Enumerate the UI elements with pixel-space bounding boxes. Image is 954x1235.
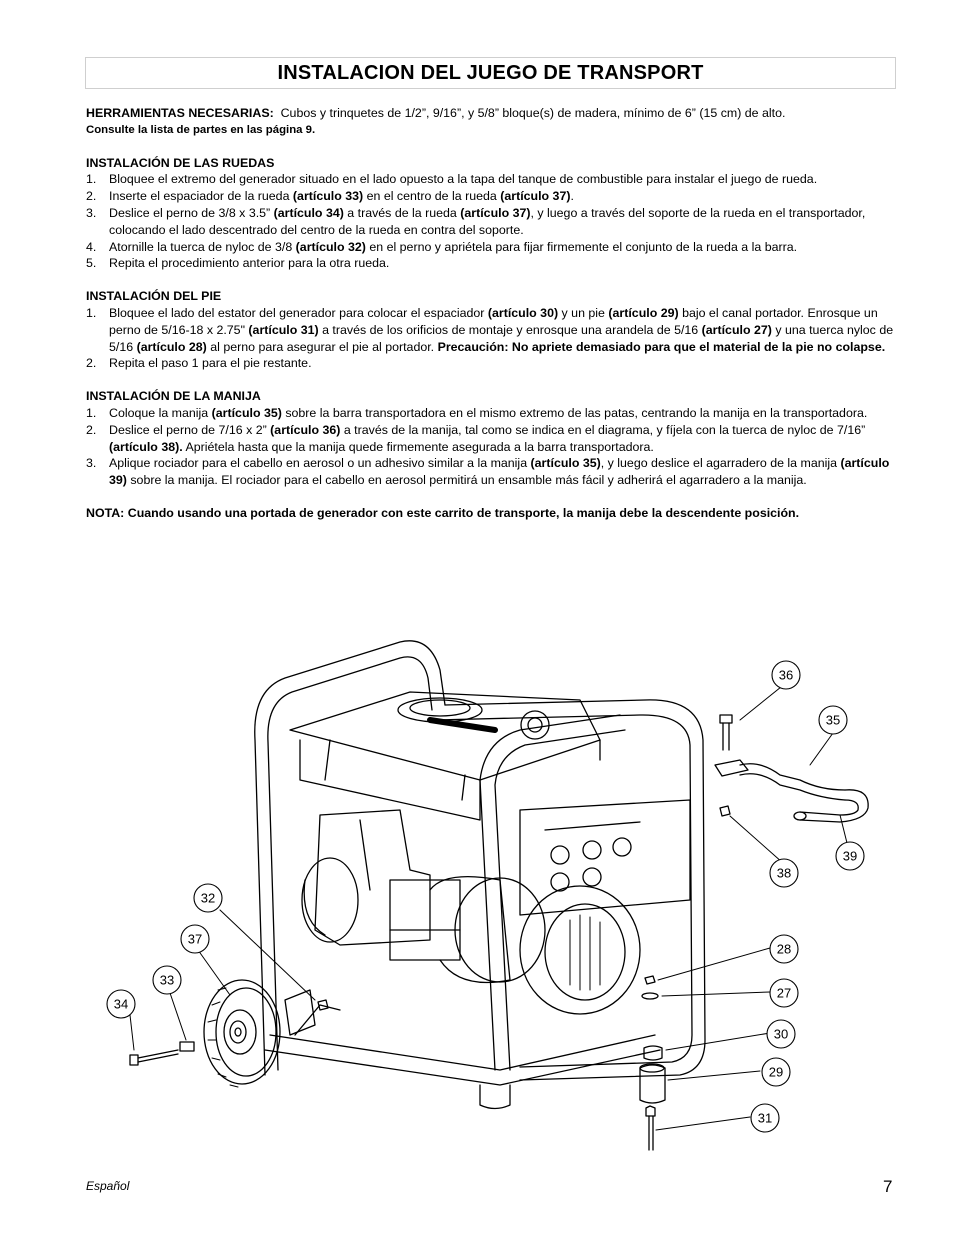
part-ref: (artículo 29) bbox=[608, 305, 679, 320]
page-title: INSTALACION DEL JUEGO DE TRANSPORT bbox=[277, 61, 704, 84]
part-ref: (artículo 31) bbox=[248, 322, 319, 337]
part-ref: (artículo 37) bbox=[500, 189, 571, 204]
step-number: 5. bbox=[86, 256, 97, 271]
part-ref: (artículo 36) bbox=[270, 422, 341, 437]
step-text: Atornille la tuerca de nyloc de 3/8 bbox=[109, 239, 296, 254]
svg-text:36: 36 bbox=[778, 667, 794, 683]
instructions bbox=[86, 105, 901, 522]
part-ref: (artículo 39) bbox=[109, 456, 890, 488]
step-text: y un pie bbox=[558, 305, 609, 320]
step-text: Deslice el perno de 7/16 x 2” bbox=[109, 422, 271, 437]
svg-text:30: 30 bbox=[773, 1026, 789, 1042]
wheels-steps bbox=[86, 171, 901, 272]
step-text: y una tuerca nyloc de 5/16 bbox=[109, 322, 894, 354]
step-text: . bbox=[570, 189, 574, 204]
callout-27 bbox=[770, 979, 798, 1007]
part-ref: (artículo 34) bbox=[273, 205, 344, 220]
callout-30 bbox=[767, 1020, 795, 1048]
step-text: sobre la barra transportadora en el mismo extremo de las patas, centrando la manija en la transportadora. bbox=[281, 405, 868, 420]
list-item bbox=[86, 188, 901, 205]
step-text: Coloque la manija bbox=[109, 405, 212, 420]
tools-text: Cubos y trinquetes de 1/2”, 9/16”, y 5/8” bloque(s) de madera, mínimo de 6” (15 cm) de alto. bbox=[280, 106, 786, 120]
step-text: a través de la manija, tal como se indica en el diagrama, y fíjela con la tuerca de nyloc de 7/16” bbox=[340, 422, 866, 437]
step-number: 2. bbox=[86, 356, 97, 371]
list-item bbox=[86, 405, 901, 422]
svg-text:39: 39 bbox=[842, 848, 858, 864]
handle-hardware bbox=[715, 712, 868, 822]
callout-28 bbox=[770, 935, 798, 963]
step-text: Repita el procedimiento anterior para la otra rueda. bbox=[109, 256, 390, 271]
part-ref: (artículo 37) bbox=[460, 205, 531, 220]
step-text: sobre la manija. El rociador para el cabello en aerosol permitirá un ensamble más fácil y adherirá el agarradero a la manija. bbox=[126, 473, 807, 488]
callout-38 bbox=[770, 859, 798, 887]
list-item bbox=[86, 455, 901, 489]
list-item bbox=[86, 255, 901, 272]
svg-text:34: 34 bbox=[113, 996, 129, 1012]
caution-text: Precaución: No apriete demasiado para que el material de la pie no colapse. bbox=[437, 339, 886, 354]
part-ref: (artículo 38). bbox=[109, 439, 183, 454]
step-number: 2. bbox=[86, 189, 97, 204]
svg-text:28: 28 bbox=[776, 941, 792, 957]
step-text: Repita el paso 1 para el pie restante. bbox=[109, 356, 312, 371]
tools-label: HERRAMIENTAS NECESARIAS: bbox=[86, 106, 274, 120]
step-text: al perno para asegurar el pie al portador. bbox=[206, 339, 438, 354]
svg-text:31: 31 bbox=[757, 1110, 773, 1126]
list-item bbox=[86, 422, 901, 456]
step-text: Apriétela hasta que la manija quede firmemente asegurada a la barra transportadora. bbox=[182, 439, 654, 454]
footer-language: Español bbox=[86, 1179, 130, 1193]
step-text: en el centro de la rueda bbox=[363, 189, 501, 204]
part-ref: (artículo 32) bbox=[295, 239, 366, 254]
handle-steps bbox=[86, 405, 901, 489]
callout-36 bbox=[772, 661, 800, 689]
step-number: 3. bbox=[86, 205, 97, 220]
generator-illustration bbox=[255, 641, 705, 1109]
part-ref: (artículo 35) bbox=[530, 456, 601, 471]
part-ref: (artículo 35) bbox=[211, 405, 282, 420]
callout-37 bbox=[181, 925, 209, 953]
step-text: Aplique rociador para el cabello en aerosol o un adhesivo similar a la manija bbox=[109, 456, 531, 471]
step-number: 3. bbox=[86, 456, 97, 471]
part-ref: (artículo 30) bbox=[487, 305, 559, 320]
page-number: 7 bbox=[883, 1177, 893, 1196]
list-item bbox=[86, 205, 901, 239]
step-text: Bloquee el lado del estator del generador para colocar el espaciador bbox=[109, 305, 488, 320]
svg-text:37: 37 bbox=[187, 931, 203, 947]
generator-diagram bbox=[100, 630, 900, 1160]
step-number: 1. bbox=[86, 172, 97, 187]
nota-text: NOTA: Cuando usando una portada de generador con este carrito de transporte, la manija debe la descendente posición. bbox=[86, 505, 800, 520]
list-item bbox=[86, 355, 901, 372]
step-text: en el perno y apriétela para fijar firmemente el conjunto de la rueda a la barra. bbox=[365, 239, 798, 254]
wheel-illustration bbox=[204, 980, 280, 1087]
svg-text:32: 32 bbox=[200, 890, 216, 906]
tools-paragraph bbox=[86, 105, 901, 122]
callout-29 bbox=[762, 1058, 790, 1086]
list-item bbox=[86, 239, 901, 256]
list-item bbox=[86, 305, 901, 355]
step-text: , y luego deslice el agarradero de la manija bbox=[600, 456, 841, 471]
step-number: 1. bbox=[86, 405, 97, 420]
step-text: bajo el canal portador. Enrosque un perno de 5/16-18 x 2.75" bbox=[109, 305, 878, 337]
step-number: 2. bbox=[86, 422, 97, 437]
svg-text:38: 38 bbox=[776, 865, 792, 881]
callout-39 bbox=[836, 842, 864, 870]
step-text: a través de la rueda bbox=[343, 205, 461, 220]
handle-heading: INSTALACIÓN DE LA MANIJA bbox=[86, 389, 261, 404]
svg-text:35: 35 bbox=[825, 712, 841, 728]
list-item bbox=[86, 171, 901, 188]
svg-text:29: 29 bbox=[768, 1064, 784, 1080]
part-ref: (artículo 33) bbox=[292, 189, 364, 204]
wheels-heading: INSTALACIÓN DE LAS RUEDAS bbox=[86, 155, 275, 170]
step-number: 1. bbox=[86, 305, 97, 320]
foot-steps bbox=[86, 305, 901, 372]
callout-31 bbox=[751, 1104, 779, 1132]
step-text: , y luego a través del soporte de la rueda en el transportador, colocando el lado descentrado del centro de la rueda en contra del soporte. bbox=[109, 205, 866, 237]
step-text: Bloquee el extremo del generador situado en el lado opuesto a la tapa del tanque de combustible para instalar el juego de rueda. bbox=[109, 172, 818, 187]
callout-34 bbox=[107, 990, 135, 1018]
parts-note: Consulte la lista de partes en las página 9. bbox=[86, 123, 316, 136]
callout-33 bbox=[153, 966, 181, 994]
svg-text:27: 27 bbox=[776, 985, 792, 1001]
step-text: a través de los orificios de montaje y enrosque una arandela de 5/16 bbox=[318, 322, 702, 337]
step-text: Inserte el espaciador de la rueda bbox=[109, 189, 293, 204]
foot-heading: INSTALACIÓN DEL PIE bbox=[86, 289, 222, 304]
part-ref: (artículo 28) bbox=[136, 339, 207, 354]
callout-32 bbox=[194, 884, 222, 912]
step-text: Deslice el perno de 3/8 x 3.5” bbox=[109, 205, 274, 220]
part-ref: (artículo 27) bbox=[701, 322, 772, 337]
title-box bbox=[85, 57, 896, 89]
callout-35 bbox=[819, 706, 847, 734]
step-number: 4. bbox=[86, 239, 97, 254]
nota bbox=[86, 505, 901, 522]
svg-text:33: 33 bbox=[159, 972, 175, 988]
